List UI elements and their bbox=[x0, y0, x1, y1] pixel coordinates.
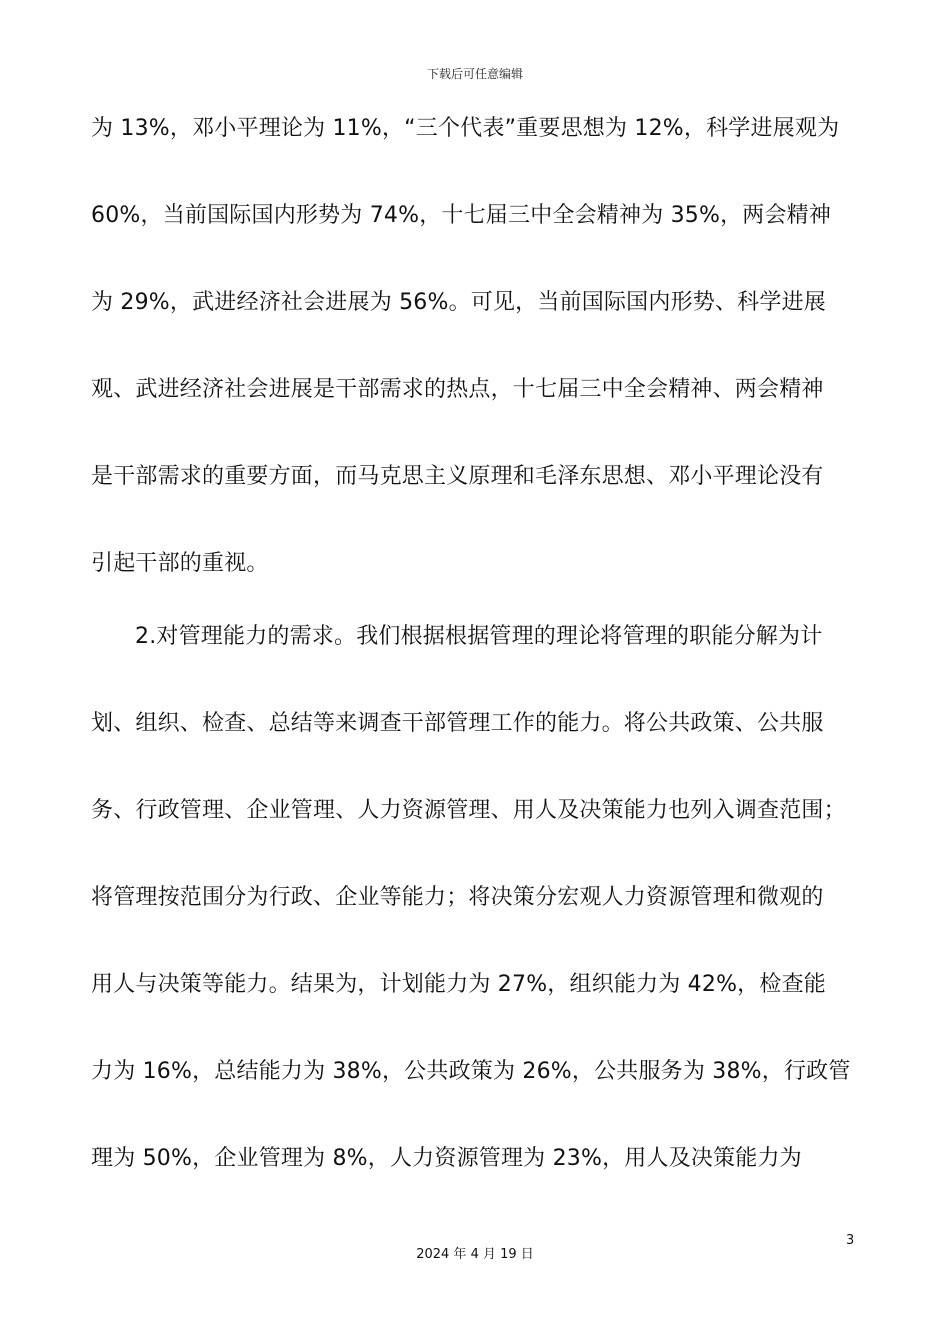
body-line-2: 60%，当前国际国内形势为 74%，十七届三中全会精神为 35%，两会精神 bbox=[91, 203, 832, 228]
page-number: 3 bbox=[846, 1233, 855, 1248]
body-line-4: 观、武进经济社会进展是干部需求的热点，十七届三中全会精神、两会精神 bbox=[91, 377, 824, 402]
body-line-10: 将管理按范围分为行政、企业等能力；将决策分宏观人力资源管理和微观的 bbox=[91, 885, 824, 910]
body-line-12: 力为 16%，总结能力为 38%，公共政策为 26%，公共服务为 38%，行政管 bbox=[91, 1059, 851, 1084]
body-line-11: 用人与决策等能力。结果为，计划能力为 27%，组织能力为 42%，检查能 bbox=[91, 972, 826, 997]
body-line-1: 为 13%，邓小平理论为 11%，“三个代表”重要思想为 12%，科学进展观为 bbox=[91, 116, 840, 141]
body-line-9: 务、行政管理、企业管理、人力资源管理、用人及决策能力也列入调查范围； bbox=[91, 798, 846, 823]
body-line-13: 理为 50%，企业管理为 8%，人力资源管理为 23%，用人及决策能力为 bbox=[91, 1146, 802, 1171]
body-line-3: 为 29%，武进经济社会进展为 56%。可见，当前国际国内形势、科学进展 bbox=[91, 290, 826, 315]
page-header: 下载后可任意编辑 bbox=[426, 67, 523, 81]
footer-date: 2024 年 4 月 19 日 bbox=[416, 1247, 534, 1262]
body-line-8: 划、组织、检查、总结等来调查干部管理工作的能力。将公共政策、公共服 bbox=[91, 711, 824, 736]
body-line-5: 是干部需求的重要方面，而马克思主义原理和毛泽东思想、邓小平理论没有 bbox=[91, 464, 824, 489]
body-line-6: 引起干部的重视。 bbox=[91, 551, 269, 576]
body-line-7: 2.对管理能力的需求。我们根据根据管理的理论将管理的职能分解为计 bbox=[135, 624, 823, 649]
